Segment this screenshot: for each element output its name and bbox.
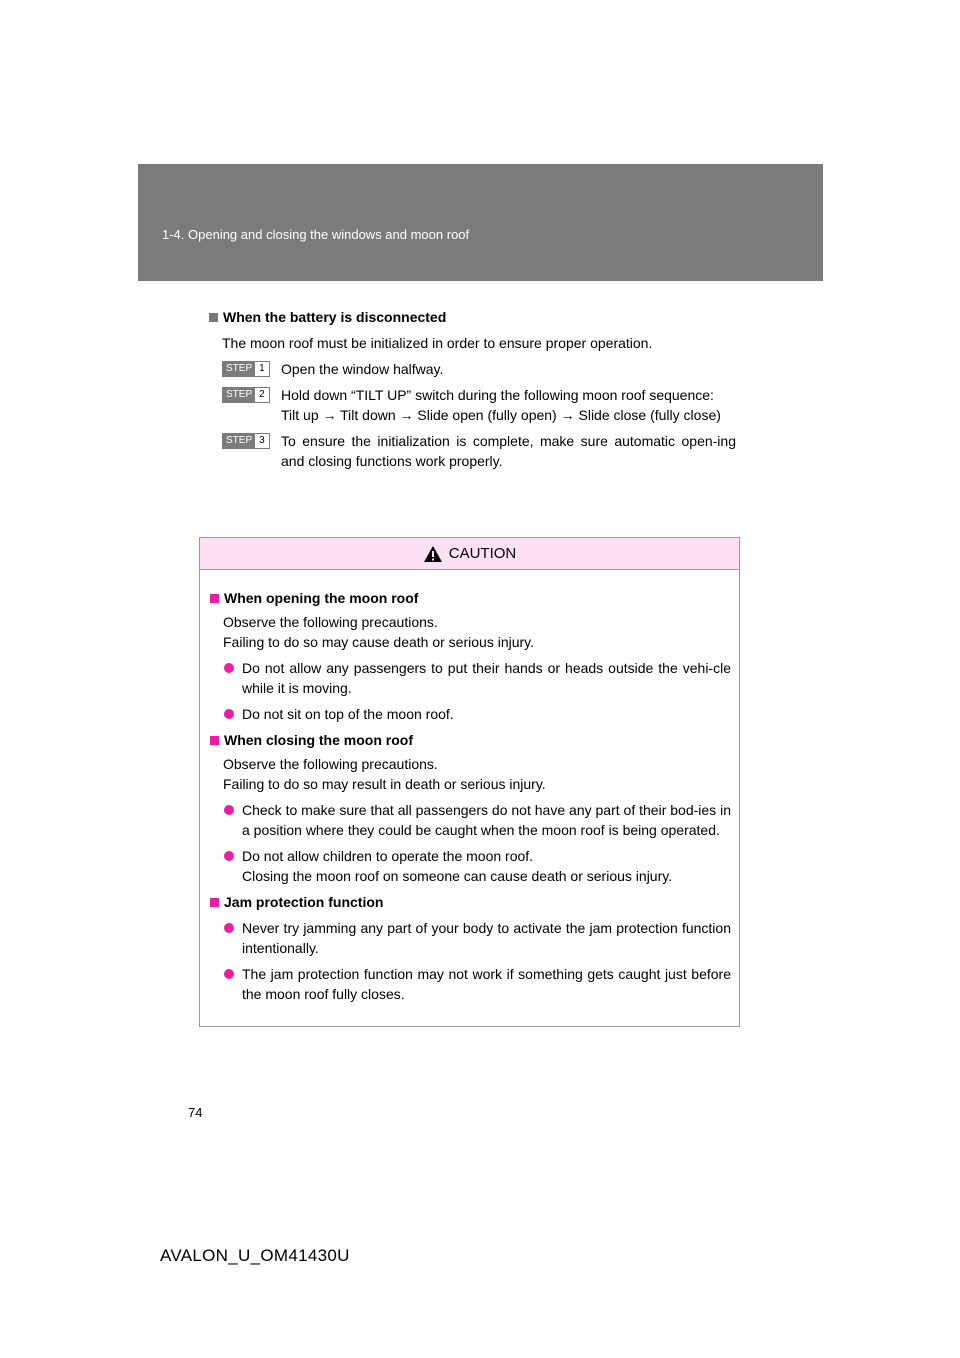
square-bullet-icon bbox=[210, 594, 219, 603]
caution-heading-opening: When opening the moon roof bbox=[210, 588, 731, 608]
caution-header bbox=[200, 538, 739, 570]
warning-triangle-icon bbox=[423, 545, 443, 563]
section-header bbox=[138, 164, 823, 281]
step-2: STEP 2 Hold down “TILT UP” switch during the following moon roof sequence: Tilt up → Tilt down → Slide open (fully open) → Slide close (fully close) bbox=[209, 385, 736, 425]
caution-bullet: Do not allow any passengers to put their hands or heads outside the vehi-cle while it is moving. bbox=[210, 658, 731, 698]
caution-text: Observe the following precautions. Failing to do so may cause death or serious injury. bbox=[223, 614, 535, 650]
battery-intro: The moon roof must be initialized in order to ensure proper operation. bbox=[222, 335, 653, 351]
caution-heading-jam: Jam protection function bbox=[210, 892, 731, 912]
bullet-dot-icon bbox=[224, 805, 234, 815]
caution-body bbox=[200, 570, 739, 1004]
step-badge: STEP 2 bbox=[222, 387, 270, 403]
page-number: 74 bbox=[188, 1105, 203, 1120]
bullet-dot-icon bbox=[224, 663, 234, 673]
bullet-dot-icon bbox=[224, 709, 234, 719]
caution-bullet: The jam protection function may not work if something gets caught just before the moon roof fully closes. bbox=[210, 964, 731, 1004]
caution-bullet: Check to make sure that all passengers do not have any part of their bod-ies in a position where they could be caught when the moon roof is being operated. bbox=[210, 800, 731, 840]
square-bullet-icon bbox=[210, 736, 219, 745]
caution-bullet: Do not sit on top of the moon roof. bbox=[210, 704, 731, 724]
bullet-dot-icon bbox=[224, 923, 234, 933]
caution-bullet: Do not allow children to operate the moon roof. Closing the moon roof on someone can cause death or serious injury. bbox=[210, 846, 731, 886]
battery-section bbox=[209, 307, 736, 471]
step-badge: STEP 3 bbox=[222, 433, 270, 449]
section-title: 1-4. Opening and closing the windows and moon roof bbox=[162, 227, 470, 242]
bullet-dot-icon bbox=[224, 969, 234, 979]
caution-bullet: Never try jamming any part of your body to activate the jam protection function intentionally. bbox=[210, 918, 731, 958]
battery-heading: When the battery is disconnected bbox=[209, 307, 736, 327]
bullet-dot-icon bbox=[224, 851, 234, 861]
step-badge: STEP 1 bbox=[222, 361, 270, 377]
caution-box bbox=[199, 537, 740, 1027]
document-code: AVALON_U_OM41430U bbox=[160, 1246, 350, 1265]
caution-text: Observe the following precautions. Failing to do so may result in death or serious injury. bbox=[223, 756, 546, 792]
caution-title: CAUTION bbox=[448, 545, 517, 562]
caution-heading-closing: When closing the moon roof bbox=[210, 730, 731, 750]
square-bullet-icon bbox=[210, 898, 219, 907]
step-1: STEP 1 Open the window halfway. bbox=[209, 359, 736, 379]
square-bullet-icon bbox=[209, 313, 218, 322]
step-3: STEP 3 To ensure the initialization is complete, make sure automatic open-ing and closing functions work properly. bbox=[209, 431, 736, 471]
